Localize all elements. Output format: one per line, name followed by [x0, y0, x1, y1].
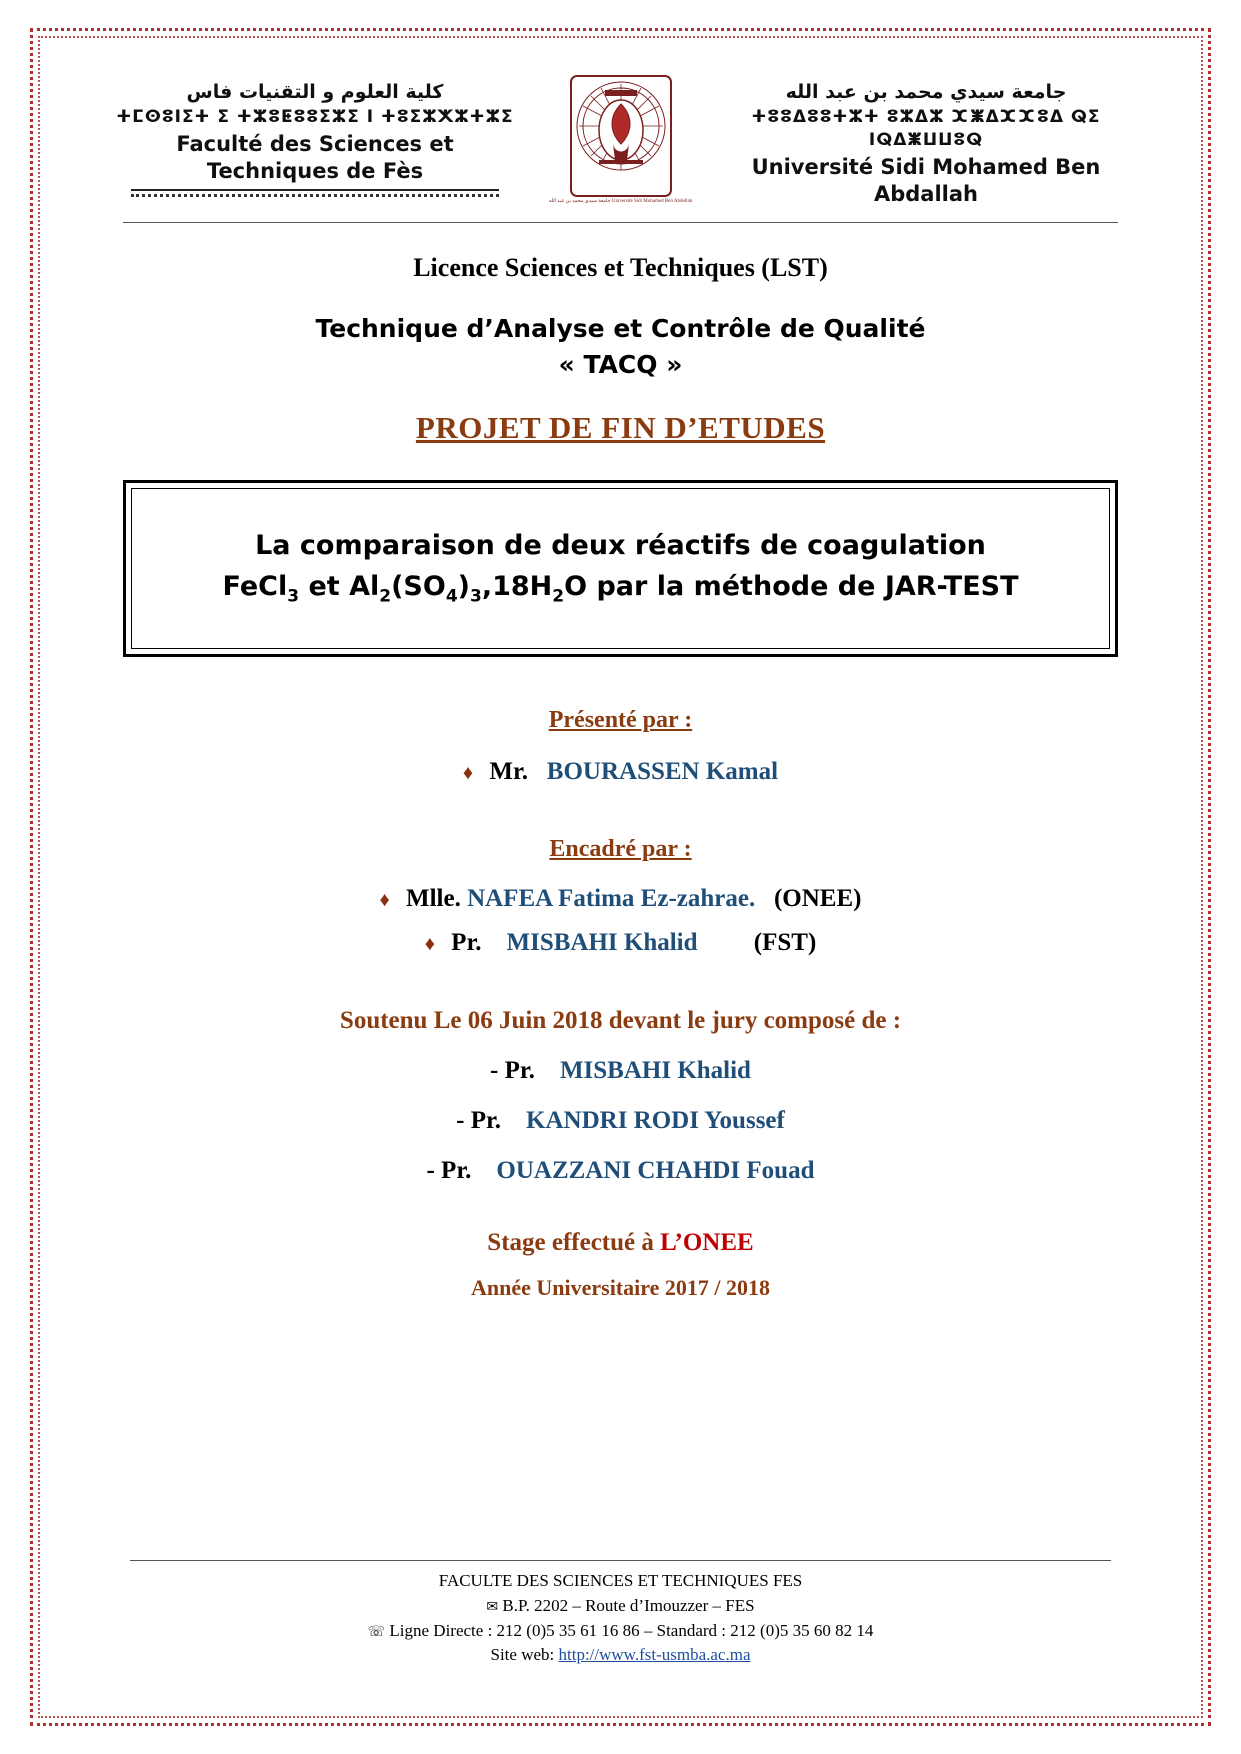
subject-formula-d: ) — [457, 571, 470, 603]
subject-formula-sub5: 2 — [552, 586, 565, 607]
diamond-bullet-icon: ♦ — [462, 762, 474, 785]
subject-formula-b: et Al — [299, 571, 380, 603]
subject-formula-sub3: 4 — [445, 586, 458, 607]
cover-page — [55, 52, 1186, 1702]
supervisor-row — [115, 929, 1126, 957]
university-french-name: Université Sidi Mohamed Ben Abdallah — [751, 154, 1101, 206]
jury-member-name: OUAZZANI CHAHDI Fouad — [496, 1157, 815, 1185]
footer-address: B.P. 2202 – Route d’Imouzzer – FES — [502, 1596, 755, 1616]
subject-formula-e: ,18H — [481, 571, 553, 603]
faculty-tifinagh-name: ⵜⵎⵙⵓⵏⵉⵜ ⵉ ⵜⵣⵓⵟⵓⵓⵉⵣⵉ ⵏ ⵜⵓⵉⵣⵅⵣⵜⵣⵉ — [116, 106, 514, 127]
university-arabic-name: جامعة سيدي محمد بن عبد الله — [785, 81, 1067, 103]
author-row — [115, 758, 1126, 786]
footer-phone: Ligne Directe : 212 (0)5 35 61 16 86 – Standard : 212 (0)5 35 60 82 14 — [389, 1620, 874, 1640]
jury-member-name: MISBAHI Khalid — [559, 1057, 751, 1085]
faculty-arabic-name: كلية العلوم و التقنيات فاس — [186, 81, 444, 103]
document-type-title: PROJET DE FIN D’ETUDES — [415, 409, 826, 445]
jury-member-title: - Pr. — [490, 1057, 535, 1085]
supervisor-name: MISBAHI Khalid — [506, 929, 698, 957]
header-university-block — [726, 80, 1126, 208]
supervised-by-label: Encadré par : — [549, 836, 692, 863]
subject-formula-a: FeCl — [222, 571, 288, 603]
header-divider — [123, 222, 1118, 223]
footer-divider — [130, 1560, 1111, 1561]
program-title-line1: Technique d’Analyse et Contrôle de Qualité — [315, 314, 926, 344]
subject-formula-sub2: 2 — [379, 586, 392, 607]
footer-phone-row — [115, 1619, 1126, 1644]
degree-title: Licence Sciences et Techniques (LST) — [413, 253, 828, 283]
program-title — [115, 311, 1126, 384]
author-title: Mr. — [489, 758, 529, 786]
document-footer — [115, 1560, 1126, 1668]
supervisor-title: Pr. — [451, 929, 482, 957]
footer-address-row — [115, 1594, 1126, 1619]
subject-formula-f: O par la méthode de JAR-TEST — [564, 571, 1019, 603]
internship-prefix: Stage effectué à — [487, 1229, 661, 1257]
university-logo — [531, 74, 711, 205]
footer-website-row — [115, 1643, 1126, 1668]
logo-emblem-icon — [569, 74, 673, 198]
supervisor-title: Mlle. — [405, 885, 461, 913]
subject-formula-sub4: 3 — [470, 586, 482, 607]
jury-member-name: KANDRI RODI Youssef — [526, 1107, 785, 1135]
footer-website-label: Site web: — [490, 1645, 559, 1665]
supervisors-list — [115, 885, 1126, 957]
university-tifinagh-name: ⵜⵓⵓⵠⵓⵓⵜⵣⵜ ⵓⵣⵠⵣ ⵋⵥⵠⵋⵋⵓⵠ ⵕⵉ ⵏⵕⵠⵥⵡⵡⵓⵕ — [751, 106, 1101, 150]
subject-line-1: La comparaison de deux réactifs de coagulation — [255, 529, 986, 561]
document-header — [115, 62, 1126, 208]
subject-line-2 — [156, 566, 1085, 610]
jury-member-title: - Pr. — [426, 1157, 472, 1185]
faculty-underline-dotted — [131, 194, 499, 197]
subject-frame — [123, 480, 1118, 658]
supervisor-name: NAFEA Fatima Ez-zahrae. — [467, 885, 756, 913]
diamond-bullet-icon: ♦ — [424, 933, 435, 956]
jury-member-row — [115, 1057, 1126, 1085]
subject-frame-inner — [131, 488, 1110, 650]
logo-caption: جامعة سيدي محمد بن عبد الله Université Sidi Mohamed Ben Abdellah — [548, 199, 693, 204]
header-faculty-block — [115, 80, 515, 197]
supervisor-row — [115, 885, 1126, 913]
jury-list — [115, 1057, 1126, 1185]
phone-icon: ☏ — [367, 1624, 386, 1640]
jury-member-row — [115, 1107, 1126, 1135]
footer-website-link[interactable]: http://www.fst-usmba.ac.ma — [558, 1645, 751, 1665]
supervisor-affiliation: (FST) — [753, 929, 817, 957]
academic-year: Année Universitaire 2017 / 2018 — [470, 1275, 770, 1301]
faculty-french-name: Faculté des Sciences et Techniques de Fès — [176, 131, 454, 183]
jury-member-title: - Pr. — [456, 1107, 502, 1135]
supervisor-affiliation: (ONEE) — [773, 885, 862, 913]
program-title-line2: « TACQ » — [558, 350, 683, 380]
faculty-underline — [131, 189, 499, 191]
subject-formula-sub1: 3 — [287, 586, 300, 607]
jury-member-row — [115, 1157, 1126, 1185]
presented-by-label: Présenté par : — [548, 707, 693, 734]
footer-institution: FACULTE DES SCIENCES ET TECHNIQUES FES — [438, 1571, 803, 1591]
mail-icon: ✉ — [486, 1600, 499, 1616]
internship-organization: L’ONEE — [660, 1229, 754, 1257]
diamond-bullet-icon: ♦ — [379, 889, 390, 912]
internship-line — [115, 1229, 1126, 1257]
author-name: BOURASSEN Kamal — [546, 758, 779, 786]
jury-heading: Soutenu Le 06 Juin 2018 devant le jury composé de : — [339, 1007, 902, 1035]
subject-formula-c: (SO — [391, 571, 446, 603]
